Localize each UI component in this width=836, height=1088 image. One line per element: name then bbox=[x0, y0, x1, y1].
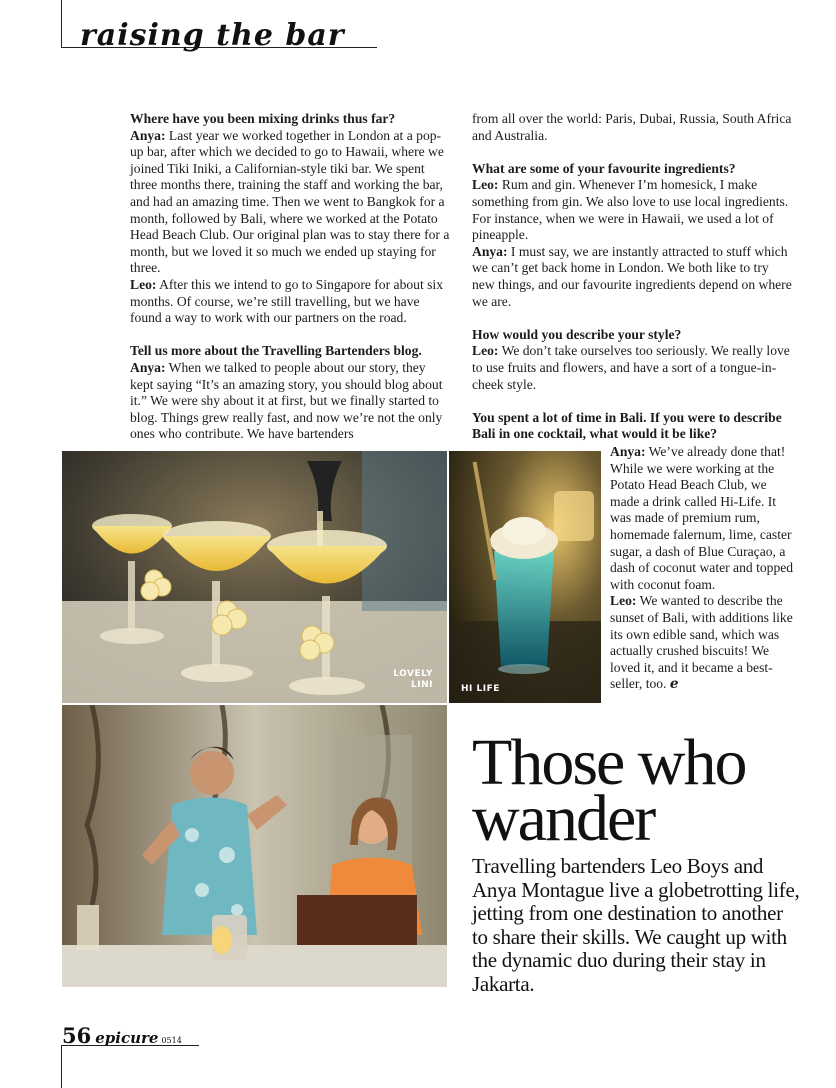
bartenders-photo bbox=[62, 705, 447, 987]
question-1-block bbox=[130, 111, 450, 327]
bartenders-illustration bbox=[62, 705, 447, 987]
hi-life-illustration bbox=[449, 451, 601, 703]
top-left-rule bbox=[61, 0, 62, 48]
answer-text: We’ve already done that! While we were working at the Potato Head Beach Club, we made a drink called Hi-Life. It was made of premium rum, homemade falernum, lime, caster sugar, a dash of Blue Curaçao, a dash of coconut water and topped with coconut foam. bbox=[610, 444, 794, 592]
question-5: You spent a lot of time in Bali. If you were to describe Bali in one cocktail, what would it be like? bbox=[472, 409, 782, 442]
text-column-left bbox=[130, 111, 450, 459]
speaker-label: Leo: bbox=[472, 343, 499, 359]
photo-caption: HI LIFE bbox=[461, 684, 500, 694]
caption-line: LINI bbox=[411, 680, 433, 690]
issue-number: 0514 bbox=[161, 1036, 182, 1045]
question-4-block bbox=[472, 327, 794, 393]
answer-text: After this we intend to go to Singapore for about six months. Of course, we’re still travelling, but we have found a way to work with our partners on the road. bbox=[130, 276, 443, 326]
section-title: raising the bar bbox=[80, 18, 345, 53]
answer-text: We wanted to describe the sunset of Bali, with additions like its own edible sand, which was actually crushed biscuits! We loved it, and it became a best-seller, too. bbox=[610, 593, 793, 692]
speaker-label: Anya: bbox=[130, 127, 166, 143]
speaker-label: Leo: bbox=[610, 593, 637, 609]
question-1: Where have you been mixing drinks thus far? bbox=[130, 111, 396, 126]
feature-headline: Those who wander bbox=[472, 726, 746, 855]
hi-life-photo bbox=[449, 451, 601, 703]
end-mark: e bbox=[669, 676, 679, 693]
question-3-block bbox=[472, 161, 794, 310]
cocktails-illustration bbox=[62, 451, 447, 703]
text-column-narrow bbox=[610, 444, 794, 693]
answer-text: I must say, we are instantly attracted to stuff which we can’t get back home in London. We both like to try new things, and our favourite ingredients depend on where we are. bbox=[472, 243, 792, 309]
answer-text: When we talked to people about our story, they kept saying “It’s an amazing story, you should blog about it.” We were shy about it at first, but we finally started to blog. Things grew really fast, and now we’re not the only ones who contribute. We have bartenders bbox=[130, 359, 443, 442]
text-column-right bbox=[472, 111, 794, 443]
question-2-block bbox=[130, 343, 450, 443]
answer-continued: from all over the world: Paris, Dubai, Russia, South Africa and Australia. bbox=[472, 111, 792, 143]
answer-text: Last year we worked together in London at a pop-up bar, after which we decided to go to Hawaii, where we joined Tiki Iniki, a Californian-style tiki bar. We spent three months there, training the staff and working the bar, and had an amazing time. Then we went to Bangkok for a month, followed by Bali, where we worked at the Potato Head Beach Club. Our original plan was to stay there for a month, but we loved it so much we ended up staying for three. bbox=[130, 127, 450, 276]
answer-text: Rum and gin. Whenever I’m homesick, I make something from gin. We also love to use local ingredients. For instance, when we were in Hawaii, we used a lot of pineapple. bbox=[472, 177, 789, 243]
magazine-name: epicure bbox=[95, 1029, 159, 1047]
question-2: Tell us more about the Travelling Bartenders blog. bbox=[130, 343, 422, 359]
question-5-block bbox=[472, 410, 794, 443]
caption-line: LOVELY bbox=[393, 669, 433, 679]
answer-text: We don’t take ourselves too seriously. We really love to use fruits and flowers, and have a sort of a tongue-in-cheek style. bbox=[472, 343, 790, 392]
speaker-label: Anya: bbox=[610, 444, 646, 459]
question-3: What are some of your favourite ingredients? bbox=[472, 160, 736, 176]
page-footer bbox=[62, 1023, 182, 1048]
photo-caption bbox=[393, 669, 433, 691]
speaker-label: Anya: bbox=[472, 243, 508, 259]
question-4: How would you describe your style? bbox=[472, 326, 682, 342]
speaker-label: Leo: bbox=[130, 276, 157, 292]
speaker-label: Leo: bbox=[472, 177, 499, 193]
cocktails-photo bbox=[62, 451, 447, 703]
feature-standfirst: Travelling bartenders Leo Boys and Anya Montague live a globetrotting life, jetting from one destination to another to share their skills. We caught up with the dynamic duo during their stay in Jakarta. bbox=[472, 854, 800, 996]
page-number: 56 bbox=[62, 1023, 92, 1048]
bottom-left-rule bbox=[61, 1045, 62, 1088]
speaker-label: Anya: bbox=[130, 359, 166, 375]
